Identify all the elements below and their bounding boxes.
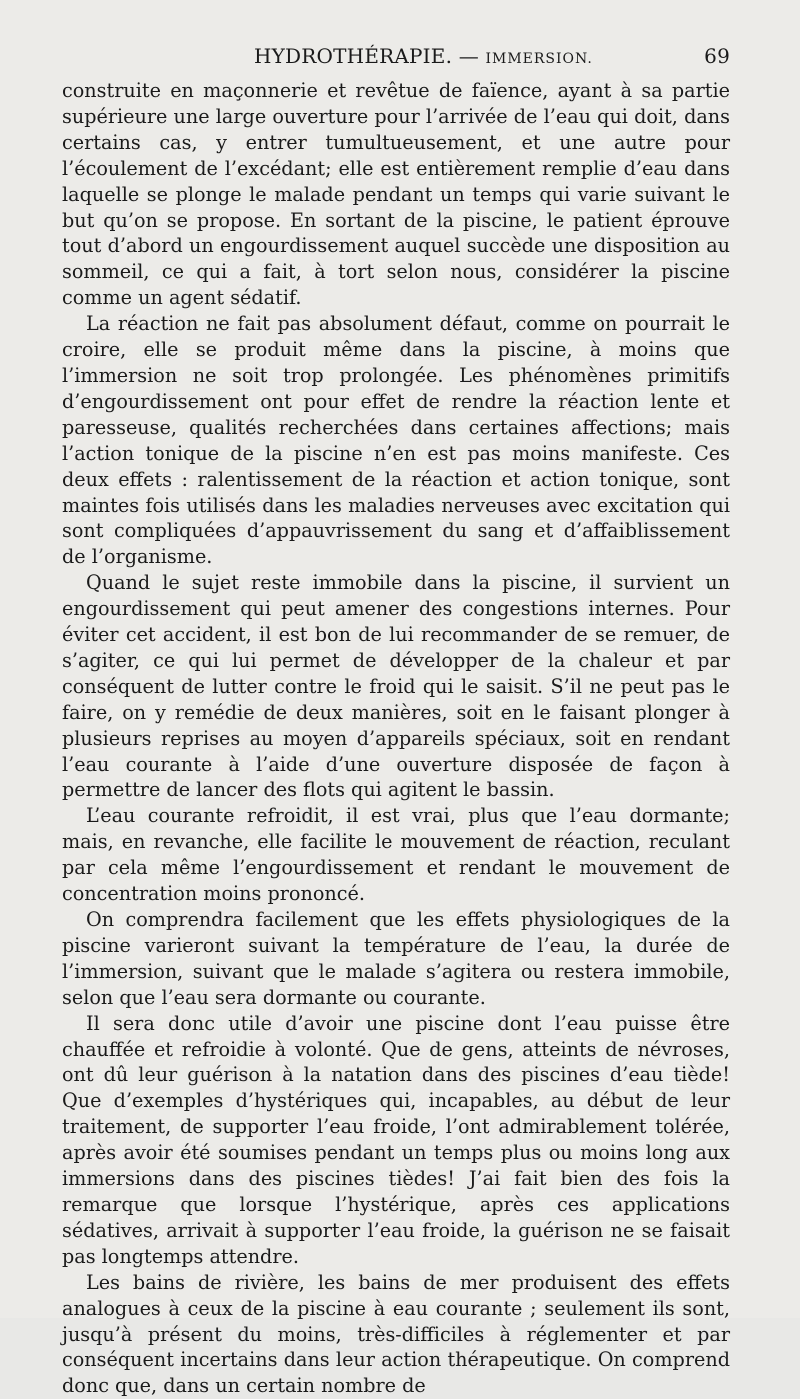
- header-separator: —: [458, 44, 479, 68]
- page-number: 69: [704, 44, 730, 68]
- header-title: HYDROTHÉRAPIE.: [254, 44, 453, 68]
- running-title: [254, 44, 593, 68]
- paragraph-6: Il sera donc utile d’avoir une piscine dont l’eau puisse être chauffée et refroidie à volonté. Que de gens, atteints de névroses, ont dû leur guérison à la natation dans des piscines d’eau tiède! Que d’exemples d’hystériques qui, incapables, au début de leur traitement, de supporter l’eau froide, l’ont admirablement tolérée, après avoir été soumises pendant un temps plus ou moins long aux immersions dans des piscines tièdes! J’ai fait bien des fois la remarque que lorsque l’hystérique, après ces applications sédatives, arrivait à supporter l’eau froide, la guérison ne se faisait pas longtemps attendre.: [62, 1011, 730, 1268]
- paragraph-1: construite en maçonnerie et revêtue de faïence, ayant à sa partie supérieure une large ouverture pour l’arrivée de l’eau qui doit, dans certains cas, y entrer tumultueusement, et une autre pour l’écoulement de l’excédant; elle est entièrement remplie d’eau dans laquelle se plonge le malade pendant un temps qui varie suivant le but qu’on se propose. En sortant de la piscine, le patient éprouve tout d’abord un engourdissement auquel succède une disposition au sommeil, ce qui a fait, à tort selon nous, considérer la piscine comme un agent sédatif.: [62, 79, 730, 310]
- paragraph-5: On comprendra facilement que les effets physiologiques de la piscine varieront suivant la température de l’eau, la durée de l’immersion, suivant que le malade s’agitera ou restera immobile, selon que l’eau sera dormante ou courante.: [62, 908, 730, 1009]
- paragraph-7: Les bains de rivière, les bains de mer produisent des effets analogues à ceux de la piscine à eau courante ; seulement ils sont, jusqu’à présent du moins, très-difficiles à réglementer et par conséquent incertains dans leur action thérapeutique. On comprend donc que, dans un certain nombre de: [62, 1270, 730, 1398]
- paragraph-3: Quand le sujet reste immobile dans la piscine, il survient un engourdissement qui peut amener des congestions internes. Pour éviter cet accident, il est bon de lui recommander de se remuer, de s’agiter, ce qui lui permet de développer de la chaleur et par conséquent de lutter contre le froid qui le saisit. S’il ne peut pas le faire, on y remédie de deux manières, soit en le faisant plonger à plusieurs reprises au moyen d’appareils spéciaux, soit en rendant l’eau courante à l’aide d’une ouverture disposée de façon à permettre de lancer des flots qui agitent le bassin.: [62, 571, 730, 802]
- paragraph-2: La réaction ne fait pas absolument défaut, comme on pourrait le croire, elle se produit même dans la piscine, à moins que l’immersion ne soit trop prolongée. Les phénomènes primitifs d’engourdissement ont pour effet de rendre la réaction lente et paresseuse, qualités recherchées dans certaines affections; mais l’action tonique de la piscine n’en est pas moins manifeste. Ces deux effets : ralentissement de la réaction et action tonique, sont maintes fois utilisés dans les maladies nerveuses avec excitation qui sont compliquées d’appauvrissement du sang et d’affaiblissement de l’organisme.: [62, 312, 730, 569]
- body-text: [62, 78, 730, 1399]
- paragraph-4: L’eau courante refroidit, il est vrai, plus que l’eau dormante; mais, en revanche, elle facilite le mouvement de réaction, reculant par cela même l’engourdissement et rendant le mouvement de concentration moins prononcé.: [62, 804, 730, 906]
- header-subtitle: IMMERSION.: [485, 51, 593, 67]
- running-header: [62, 44, 730, 78]
